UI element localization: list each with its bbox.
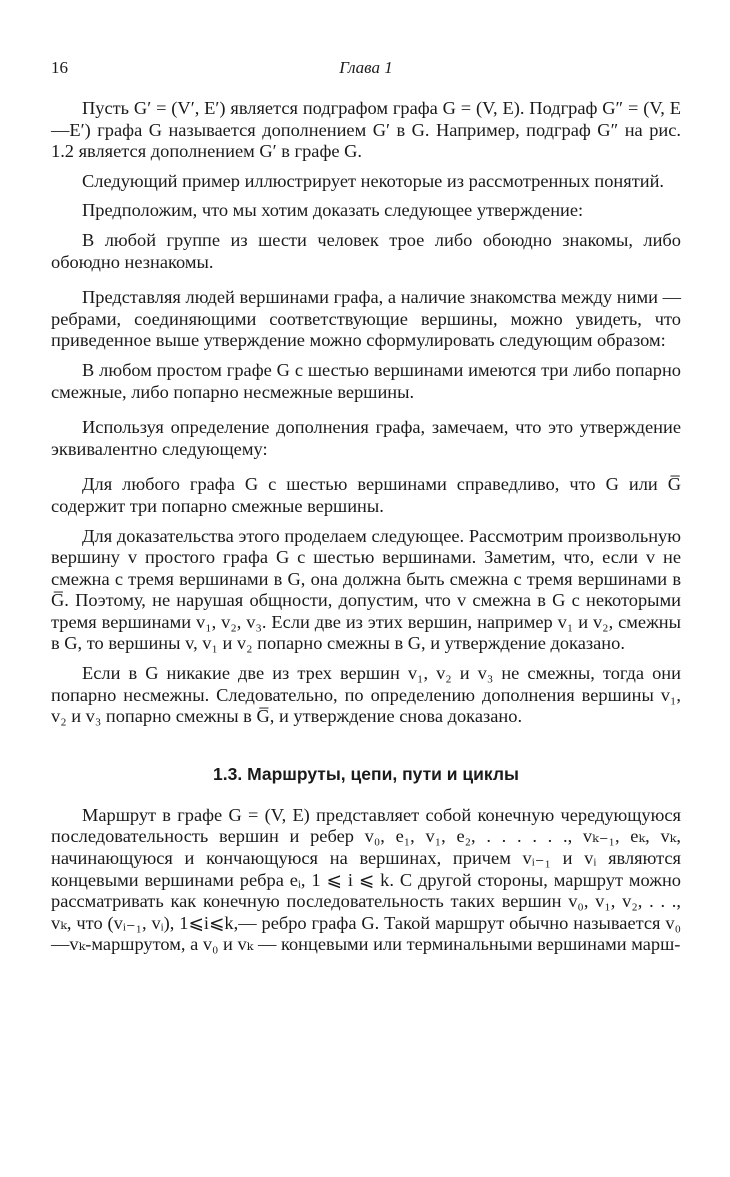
chapter-title: Глава 1 (339, 58, 393, 77)
running-head (51, 58, 681, 80)
book-page (51, 58, 681, 964)
paragraph-example-intro: Следующий пример иллюстрирует некоторые из рассмотренных понятий. (82, 170, 665, 191)
section-heading: 1.3. Маршруты, цепи, пути и циклы (213, 763, 519, 784)
paragraph-statement-graph: В любом простом графе G с шестью вершинами имеются три либо попарно смежные, либо попарно несмежные вершины. (51, 359, 681, 402)
paragraph-complement-definition: Пусть G′ = (V′, E′) является подграфом графа G = (V, E). Подграф G″ = (V, E—E′) графа G называется дополнением G′ в G. Например, подграф G″ на рис. 1.2 является дополнением G′ в графе G. (51, 98, 681, 162)
page-number: 16 (51, 58, 68, 77)
paragraph-using-complement: Используя определение дополнения графа, замечаем, что это утверждение эквивалентно следующему: (51, 417, 681, 459)
paragraph-graph-representation: Представляя людей вершинами графа, а наличие знакомства между ними — ребрами, соединяющими соответствующие вершины, можно увидеть, что приведенное выше утверждение можно сформулировать следующим образом: (51, 287, 681, 351)
paragraph-proof: Для доказательства этого проделаем следующее. Рассмотрим произвольную вершину v простого графа G с шестью вершинами. Заметим, что, если v не смежна с тремя вершинами в G, она должна быть смежна с тремя вершинами в G̅. Поэтому, не нарушая общности, допустим, что v смежна в G с некоторыми тремя вершинами v₁, v₂, v₃. Если две из этих вершин, например v₁ и v₂, смежны в G, то вершины v, v₁ и v₂ попарно смежны в G, и утверждение доказано. (51, 525, 681, 654)
paragraph-statement-people: В любой группе из шести человек трое либо обоюдно знакомы, либо обоюдно незнакомы. (51, 229, 681, 272)
paragraph-equivalent-statement: Для любого графа G с шестью вершинами справедливо, что G или G̅ содержит три попарно смежные вершины. (51, 474, 681, 516)
paragraph-walk-definition: Маршрут в графе G = (V, E) представляет собой конечную чередующуюся последовательность вершин и ребер v₀, e₁, v₁, e₂, . . . . . ., vₖ₋₁, eₖ, vₖ, начинающуюся и кончающуюся на вершинах, причем vᵢ₋₁ и vᵢ являются концевыми вершинами ребра eᵢ, 1 ⩽ i ⩽ k. С другой стороны, маршрут можно рассматривать как конечную последовательность таких вершин v₀, v₁, v₂, . . ., vₖ, что (vᵢ₋₁, vᵢ), 1⩽i⩽k,— ребро графа G. Такой маршрут обычно называется v₀—vₖ-маршрутом, а v₀ и vₖ — концевыми или терминальными вершинами марш- (51, 804, 681, 955)
paragraph-proof-continued: Если в G никакие две из трех вершин v₁, v₂ и v₃ не смежны, тогда они попарно несмежны. Следовательно, по определению дополнения вершины v₁, v₂ и v₃ попарно смежны в G̅, и утверждение снова доказано. (51, 663, 681, 727)
paragraph-suppose: Предположим, что мы хотим доказать следующее утверждение: (82, 200, 584, 221)
